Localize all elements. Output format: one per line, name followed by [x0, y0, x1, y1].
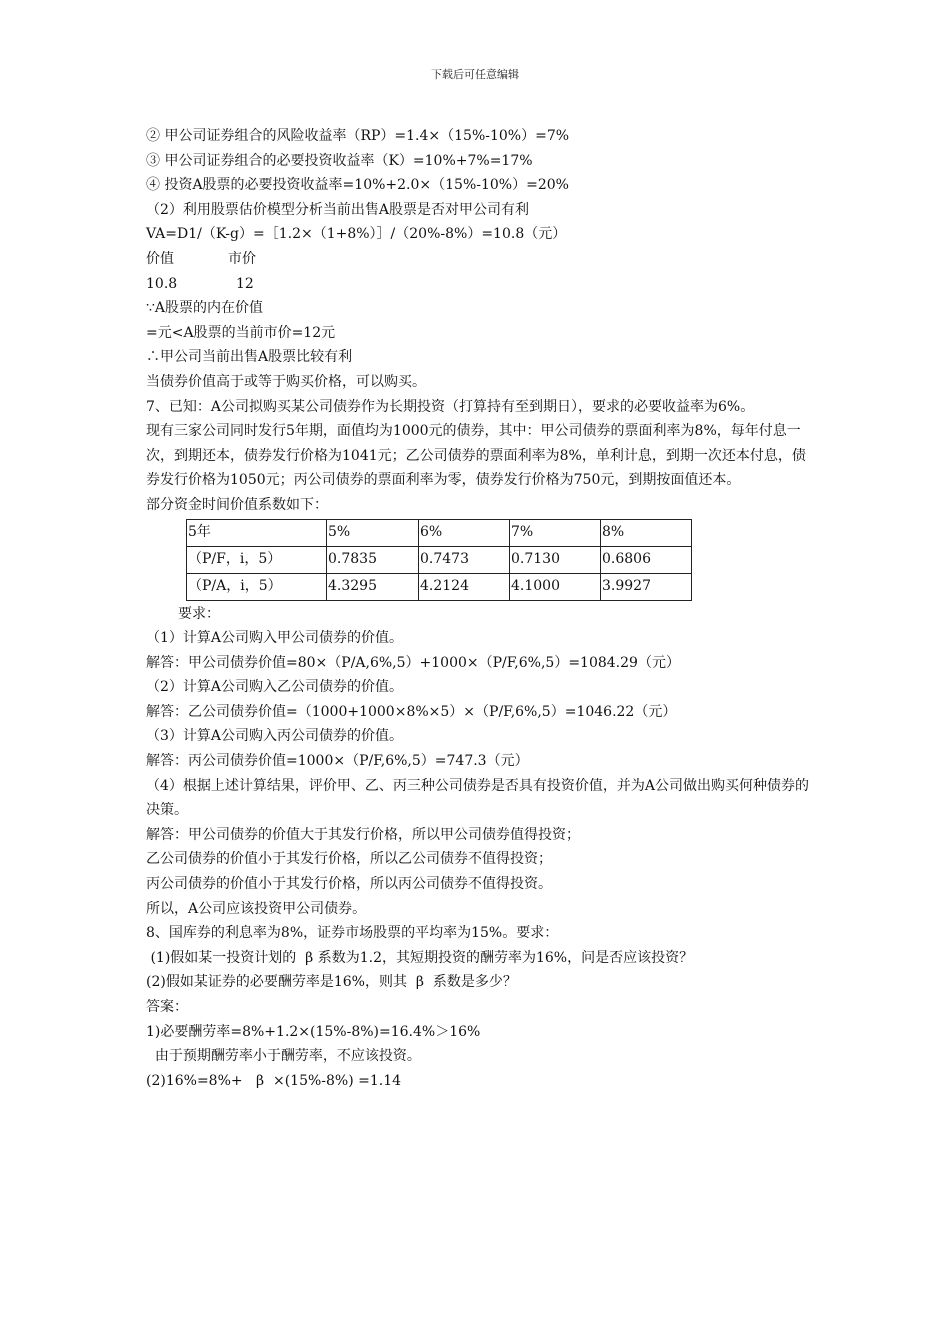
qa-line: （2）计算A公司购入乙公司债券的价值。 [146, 679, 404, 696]
table-row [187, 573, 692, 600]
table-cell: 0.7835 [327, 546, 419, 573]
table-cell: 3.9927 [601, 573, 692, 600]
document-body [146, 124, 816, 1093]
qa-line: （1）计算A公司购入甲公司债券的价值。 [146, 630, 404, 647]
label-value: 价值 [146, 250, 174, 267]
table-cell: 7% [510, 519, 601, 546]
table-row [187, 546, 692, 573]
page-header: 下载后可任意编辑 [431, 68, 519, 81]
text-line: ② 甲公司证券组合的风险收益率（RP）=1.4×（15%-10%）=7% [146, 128, 570, 144]
price-number: 12 [236, 275, 254, 292]
q8-line: (2)假如某证券的必要酬劳率是16%，则其 β 系数是多少？ [146, 974, 517, 991]
table-header-row [187, 519, 692, 546]
text-line: ③ 甲公司证券组合的必要投资收益率（K）=10%+7%=17% [146, 152, 533, 169]
text-line: 当债券价值高于或等于购买价格，可以购买。 [146, 373, 426, 390]
answer-line: 所以，A公司应该投资甲公司债券。 [146, 900, 367, 917]
qa-line: 解答：甲公司债券价值=80×（P/A,6%,5）+1000×（P/F,6%,5）=1084.29（元） [146, 654, 680, 671]
answer-line: 解答：甲公司债券的价值大于其发行价格，所以甲公司债券值得投资； [146, 826, 580, 843]
table-cell: （P/F，i，5） [187, 546, 327, 573]
q8-line: 答案： [146, 999, 188, 1015]
value-number: 10.8 [146, 275, 178, 292]
table-cell: 0.7130 [510, 546, 601, 573]
table-cell: 0.7473 [419, 546, 510, 573]
answer-line: 丙公司债券的价值小于其发行价格，所以丙公司债券不值得投资。 [146, 876, 552, 893]
text-line: VA=D1/（K-g）=［1.2×（1+8%）］/（20%-8%）=10.8（元） [146, 226, 567, 243]
compare-values [146, 272, 816, 297]
answer-line: 乙公司债券的价值小于其发行价格，所以乙公司债券不值得投资； [146, 851, 552, 868]
qa-line: （3）计算A公司购入丙公司债券的价值。 [146, 728, 404, 745]
q8-line: 1)必要酬劳率=8%+1.2×(15%-8%)=16.4%＞16% [146, 1023, 481, 1040]
coefficient-table [186, 519, 692, 601]
q8-line: (1)假如某一投资计划的 β 系数为1.2，其短期投资的酬劳率为16%，问是否应该投资？ [146, 949, 694, 966]
qa-line: 解答：乙公司债券价值=（1000+1000×8%×5）×（P/F,6%,5）=1046.22（元） [146, 703, 677, 720]
q7-question-4: （4）根据上述计算结果，评价甲、乙、丙三种公司债券是否具有投资价值，并为A公司做出购买何种债券的决策。 [146, 777, 810, 819]
table-cell: 5% [327, 519, 419, 546]
label-price: 市价 [228, 250, 256, 267]
q7-paragraph-2: 现有三家公司同时发行5年期，面值均为1000元的债券，其中：甲公司债券的票面利率为8%，每年付息一次，到期还本，债券发行价格为1041元；乙公司债券的票面利率为8%，单利计息，到期一次还本付息，债券发行价格为1050元；丙公司债券的票面利率为零，债券发行价格为750元，到期按面值还本。 [146, 423, 806, 489]
text-line: ∴甲公司当前出售A股票比较有利 [146, 349, 353, 366]
q8-line: 8、国库券的利息率为8%，证券市场股票的平均率为15%。要求： [146, 925, 559, 942]
q8-line: (2)16%=8%+ β ×(15%-8%) =1.14 [146, 1072, 402, 1089]
compare-labels [146, 247, 816, 272]
requirement-label: 要求： [178, 605, 220, 622]
table-cell: （P/A，i，5） [187, 573, 327, 600]
text-line: ∵A股票的内在价值 [146, 300, 264, 317]
text-line: （2）利用股票估价模型分析当前出售A股票是否对甲公司有利 [146, 201, 530, 218]
table-cell: 4.1000 [510, 573, 601, 600]
text-line: ④ 投资A股票的必要投资收益率=10%+2.0×（15%-10%）=20% [146, 177, 569, 194]
table-intro: 部分资金时间价值系数如下： [146, 496, 328, 513]
table-cell: 0.6806 [601, 546, 692, 573]
q7-paragraph-1: 7、已知：A公司拟购买某公司债券作为长期投资（打算持有至到期日），要求的必要收益率为6%。 [146, 398, 755, 415]
table-cell: 5年 [187, 519, 327, 546]
table-cell: 4.2124 [419, 573, 510, 600]
table-cell: 4.3295 [327, 573, 419, 600]
table-cell: 6% [419, 519, 510, 546]
qa-line: 解答：丙公司债券价值=1000×（P/F,6%,5）=747.3（元） [146, 753, 529, 770]
q8-line: 由于预期酬劳率小于酬劳率，不应该投资。 [146, 1048, 421, 1065]
text-line: =元<A股票的当前市价=12元 [146, 324, 336, 341]
table-cell: 8% [601, 519, 692, 546]
